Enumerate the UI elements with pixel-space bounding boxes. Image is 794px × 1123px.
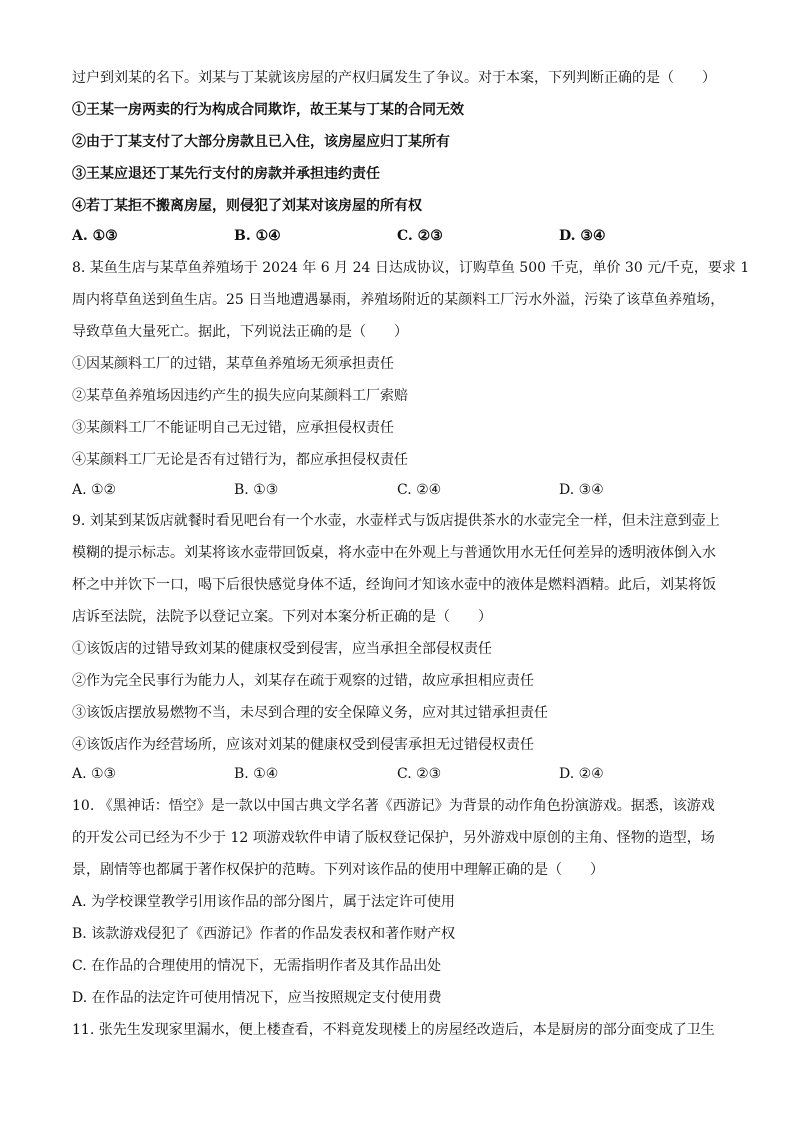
q9-stem-line-4: 店诉至法院，法院予以登记立案。下列对本案分析正确的是（ ） [72, 609, 492, 625]
q10-stem-line-1: 10. 《黑神话：悟空》是一款以中国古典文学名著《西游记》为背景的动作角色扮演游戏。据悉，该游戏 [72, 798, 715, 814]
q9-item-4: ④该饭店作为经营场所，应该对刘某的健康权受到侵害承担无过错侵权责任 [72, 737, 534, 753]
q9-option-d[interactable]: D. ②④ [559, 766, 604, 782]
q7-option-c[interactable]: C. ②③ [397, 228, 443, 244]
q7-item-2: ②由于丁某支付了大部分房款且已入住，该房屋应归丁某所有 [72, 134, 450, 150]
q7-option-d[interactable]: D. ③④ [559, 228, 606, 244]
q10-stem-line-2: 的开发公司已经为不少于 12 项游戏软件申请了版权登记保护，另外游戏中原创的主角、怪物的造型，场 [72, 830, 715, 846]
q11-stem-head: 11. 张先生发现家里漏水，便上楼查看，不料竟发现楼上的房屋经改造后，本是厨房的部分面变成了卫生 [72, 1022, 715, 1038]
q9-stem-line-1: 9. 刘某到某饭店就餐时看见吧台有一个水壶，水壶样式与饭店提供茶水的水壶完全一样，但未注意到壶上 [72, 513, 720, 529]
q10-choice-a[interactable]: A. 为学校课堂教学引用该作品的部分图片，属于法定许可使用 [72, 894, 456, 910]
q9-option-c[interactable]: C. ②③ [397, 766, 442, 782]
q7-item-4: ④若丁某拒不搬离房屋，则侵犯了刘某对该房屋的所有权 [72, 198, 422, 214]
q8-item-3: ③某颜料工厂不能证明自己无过错，应承担侵权责任 [72, 420, 394, 436]
q8-stem-line-2: 周内将草鱼送到鱼生店。25 日当地遭遇暴雨，养殖场附近的某颜料工厂污水外溢，污染了该草鱼养殖场， [72, 292, 725, 308]
q7-option-b[interactable]: B. ①④ [234, 228, 281, 244]
q7-option-a[interactable]: A. ①③ [72, 228, 118, 244]
q8-options [72, 480, 722, 500]
q8-item-1: ①因某颜料工厂的过错，某草鱼养殖场无须承担责任 [72, 356, 394, 372]
q9-stem-line-2: 模糊的提示标志。刘某将该水壶带回饭桌，将水壶中在外观上与普通饮用水无任何差异的透明液体倒入水 [72, 545, 716, 561]
q8-stem-line-3: 导致草鱼大量死亡。据此，下列说法正确的是（ ） [72, 324, 408, 340]
q9-option-a[interactable]: A. ①③ [72, 766, 117, 782]
q8-stem-line-1: 8. 某鱼生店与某草鱼养殖场于 2024 年 6 月 24 日达成协议，订购草鱼 500 千克，单价 30 元/千克，要求 1 [72, 260, 750, 276]
q9-options [72, 764, 722, 784]
q7-stem-tail: 过户到刘某的名下。刘某与丁某就该房屋的产权归属发生了争议。对于本案，下列判断正确的是（ ） [72, 70, 716, 86]
q8-option-a[interactable]: A. ①② [72, 482, 117, 498]
q8-option-b[interactable]: B. ①③ [234, 482, 279, 498]
q9-item-2: ②作为完全民事行为能力人，刘某存在疏于观察的过错，故应承担相应责任 [72, 673, 534, 689]
q9-item-3: ③该饭店摆放易燃物不当，未尽到合理的安全保障义务，应对其过错承担责任 [72, 705, 548, 721]
q10-choice-b[interactable]: B. 该款游戏侵犯了《西游记》作者的作品发表权和著作财产权 [72, 926, 456, 942]
q10-choice-d[interactable]: D. 在作品的法定许可使用情况下，应当按照规定支付使用费 [72, 990, 442, 1006]
q10-stem-line-3: 景，剧情等也都属于著作权保护的范畴。下列对该作品的使用中理解正确的是（ ） [72, 862, 604, 878]
q8-item-2: ②某草鱼养殖场因违约产生的损失应向某颜料工厂索赔 [72, 388, 408, 404]
q8-option-d[interactable]: D. ③④ [559, 482, 604, 498]
q7-item-1: ①王某一房两卖的行为构成合同欺诈，故王某与丁某的合同无效 [72, 102, 464, 118]
q8-option-c[interactable]: C. ②④ [397, 482, 442, 498]
q9-item-1: ①该饭店的过错导致刘某的健康权受到侵害，应当承担全部侵权责任 [72, 641, 492, 657]
q10-choice-c[interactable]: C. 在作品的合理使用的情况下，无需指明作者及其作品出处 [72, 958, 442, 974]
q8-item-4: ④某颜料工厂无论是否有过错行为，都应承担侵权责任 [72, 452, 408, 468]
q7-options [72, 226, 722, 246]
q9-option-b[interactable]: B. ①④ [234, 766, 279, 782]
q9-stem-line-3: 杯之中并饮下一口，喝下后很快感觉身体不适，经询问才知该水壶中的液体是燃料酒精。此后，刘某将饭 [72, 577, 716, 593]
q7-item-3: ③王某应退还丁某先行支付的房款并承担违约责任 [72, 166, 380, 182]
